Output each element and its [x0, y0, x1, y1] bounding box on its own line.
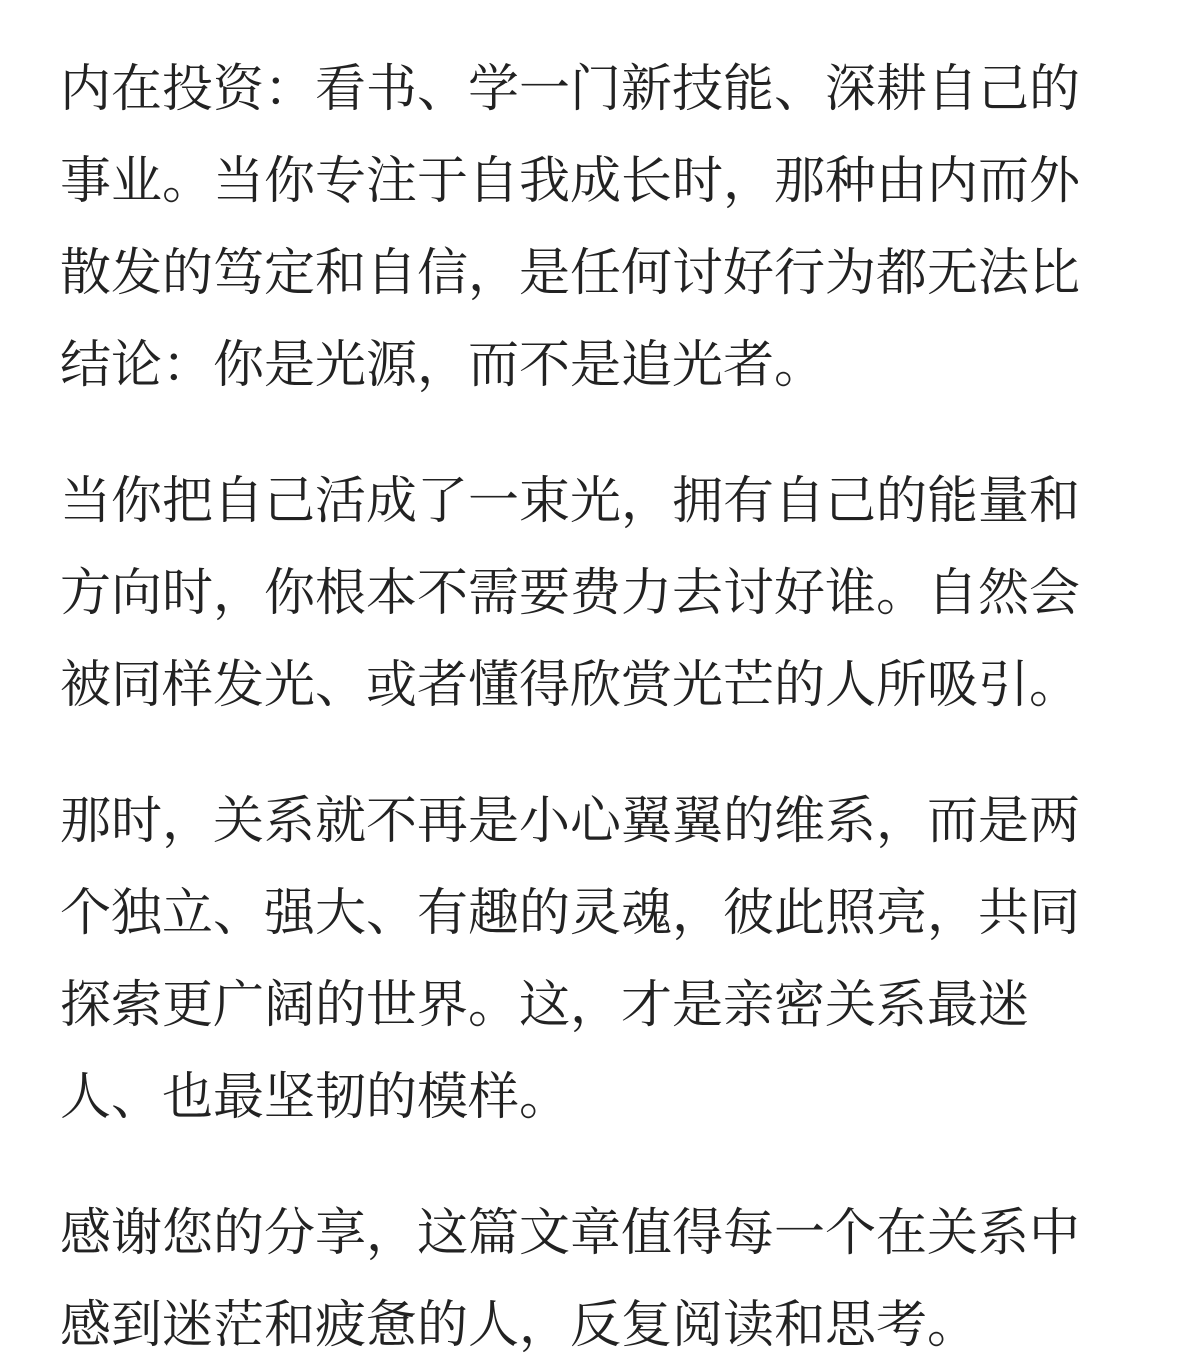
paragraph-inner-investment: 内在投资：看书、学一门新技能、深耕自己的事业。当你专注于自我成长时，那种由内而外散发的笃定和自信，是任何讨好行为都无法比结论：你是光源，而不是追光者。: [60, 60, 1081, 395]
paragraph-thanks: 感谢您的分享，这篇文章值得每一个在关系中感到迷茫和疲惫的人，反复阅读和思考。: [60, 1204, 1081, 1355]
paragraph-relationship: 那时，关系就不再是小心翼翼的维系，而是两个独立、强大、有趣的灵魂，彼此照亮，共同探索更广阔的世界。这，才是亲密关系最迷人、也最坚韧的模样。: [60, 792, 1081, 1127]
article-body: [60, 44, 1130, 1372]
paragraph-become-light: 当你把自己活成了一束光，拥有自己的能量和方向时，你根本不需要费力去讨好谁。自然会被同样发光、或者懂得欣赏光芒的人所吸引。: [60, 472, 1081, 715]
